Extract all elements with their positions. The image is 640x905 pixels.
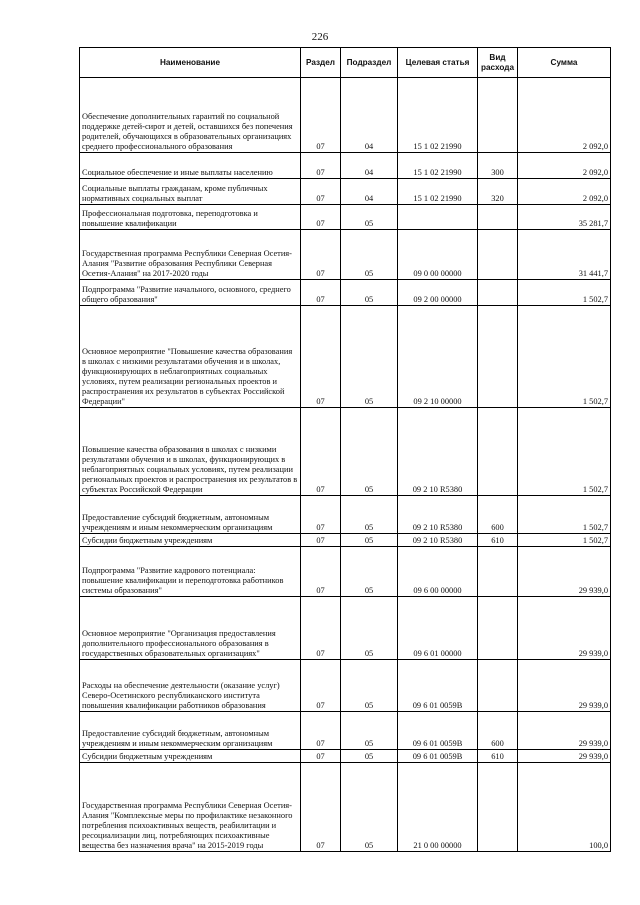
table-row: [80, 153, 611, 179]
row-target: 15 1 02 21990: [398, 78, 478, 153]
row-section: 07: [301, 408, 341, 496]
row-subsection: 05: [341, 306, 398, 408]
row-section: 07: [301, 534, 341, 547]
row-subsection: 05: [341, 660, 398, 712]
row-sum: 2 092,0: [518, 153, 611, 179]
row-sum: 31 441,7: [518, 230, 611, 280]
table-row: [80, 179, 611, 205]
row-section: 07: [301, 306, 341, 408]
row-sum: 29 939,0: [518, 660, 611, 712]
row-target: 09 0 00 00000: [398, 230, 478, 280]
row-section: 07: [301, 763, 341, 852]
row-type: 600: [478, 496, 518, 534]
row-target: 09 2 10 R5380: [398, 496, 478, 534]
row-target: 09 2 10 R5380: [398, 408, 478, 496]
row-type: [478, 763, 518, 852]
row-sum: 2 092,0: [518, 179, 611, 205]
row-section: 07: [301, 750, 341, 763]
row-type: [478, 230, 518, 280]
row-type: [478, 597, 518, 660]
row-section: 07: [301, 597, 341, 660]
row-section: 07: [301, 712, 341, 750]
row-subsection: 04: [341, 179, 398, 205]
row-section: 07: [301, 153, 341, 179]
row-sum: 2 092,0: [518, 78, 611, 153]
row-section: 07: [301, 78, 341, 153]
row-name: Профессиональная подготовка, переподготовка и повышение квалификации: [80, 205, 301, 230]
row-sum: 100,0: [518, 763, 611, 852]
table-row: [80, 534, 611, 547]
row-name: Расходы на обеспечение деятельности (оказание услуг) Северо-Осетинского республиканского института повышения квалификации работников образования: [80, 660, 301, 712]
header-name: Наименование: [80, 48, 301, 78]
row-target: 21 0 00 00000: [398, 763, 478, 852]
header-target: Целевая статья: [398, 48, 478, 78]
table-row: [80, 750, 611, 763]
row-section: 07: [301, 205, 341, 230]
row-name: Подпрограмма "Развитие кадрового потенциала: повышение квалификации и переподготовка работников системы образования": [80, 547, 301, 597]
row-target: 09 2 10 00000: [398, 306, 478, 408]
header-subsection: Подраздел: [341, 48, 398, 78]
row-subsection: 05: [341, 205, 398, 230]
header-expense-type: Вид расхода: [478, 48, 518, 78]
row-type: 610: [478, 534, 518, 547]
row-sum: 29 939,0: [518, 597, 611, 660]
table-row: [80, 597, 611, 660]
row-subsection: 04: [341, 78, 398, 153]
table-row: [80, 547, 611, 597]
row-type: 320: [478, 179, 518, 205]
row-name: Предоставление субсидий бюджетным, автономным учреждениям и иным некоммерческим организациям: [80, 496, 301, 534]
header-sum: Сумма: [518, 48, 611, 78]
row-section: 07: [301, 660, 341, 712]
row-subsection: 05: [341, 280, 398, 306]
row-subsection: 04: [341, 153, 398, 179]
row-target: 09 6 01 0059В: [398, 660, 478, 712]
row-target: 09 6 01 0059В: [398, 712, 478, 750]
row-name: Субсидии бюджетным учреждениям: [80, 534, 301, 547]
row-target: 09 6 01 00000: [398, 597, 478, 660]
row-subsection: 05: [341, 408, 398, 496]
row-type: 300: [478, 153, 518, 179]
table-row: [80, 496, 611, 534]
row-type: [478, 547, 518, 597]
table-body: [80, 78, 611, 852]
header-section: Раздел: [301, 48, 341, 78]
row-section: 07: [301, 547, 341, 597]
row-sum: 29 939,0: [518, 547, 611, 597]
table-row: [80, 306, 611, 408]
row-target: 09 6 00 00000: [398, 547, 478, 597]
row-section: 07: [301, 179, 341, 205]
row-name: Государственная программа Республики Северная Осетия-Алания "Развитие образования Республики Северная Осетия-Алания" на 2017-2020 годы: [80, 230, 301, 280]
row-sum: 1 502,7: [518, 280, 611, 306]
table-row: [80, 280, 611, 306]
row-target: 15 1 02 21990: [398, 153, 478, 179]
row-name: Основное мероприятие "Повышение качества образования в школах с низкими результатами обучения и в школах, функционирующих в неблагоприятных социальных условиях, путем реализации региональных проектов и распространения их результатов в субъектах Российской Федерации": [80, 306, 301, 408]
row-type: [478, 205, 518, 230]
row-subsection: 05: [341, 597, 398, 660]
row-sum: 1 502,7: [518, 408, 611, 496]
row-sum: 35 281,7: [518, 205, 611, 230]
table-header-row: [80, 48, 611, 78]
row-type: [478, 408, 518, 496]
row-sum: 29 939,0: [518, 750, 611, 763]
row-sum: 29 939,0: [518, 712, 611, 750]
row-subsection: 05: [341, 763, 398, 852]
row-name: Социальные выплаты гражданам, кроме публичных нормативных социальных выплат: [80, 179, 301, 205]
row-target: 15 1 02 21990: [398, 179, 478, 205]
row-type: [478, 306, 518, 408]
table-row: [80, 230, 611, 280]
row-type: [478, 660, 518, 712]
table-row: [80, 712, 611, 750]
row-name: Подпрограмма "Развитие начального, основного, среднего общего образования": [80, 280, 301, 306]
row-subsection: 05: [341, 547, 398, 597]
row-type: [478, 78, 518, 153]
row-name: Основное мероприятие "Организация предоставления дополнительного профессионального образования в государственных образовательных организациях": [80, 597, 301, 660]
row-target: 09 2 00 00000: [398, 280, 478, 306]
row-subsection: 05: [341, 230, 398, 280]
row-section: 07: [301, 230, 341, 280]
row-sum: 1 502,7: [518, 534, 611, 547]
page-number: 226: [311, 31, 329, 43]
row-subsection: 05: [341, 534, 398, 547]
row-sum: 1 502,7: [518, 496, 611, 534]
row-name: Предоставление субсидий бюджетным, автономным учреждениям и иным некоммерческим организациям: [80, 712, 301, 750]
row-type: [478, 280, 518, 306]
row-subsection: 05: [341, 712, 398, 750]
row-section: 07: [301, 280, 341, 306]
table-row: [80, 205, 611, 230]
budget-table: [79, 47, 611, 852]
row-target: 09 6 01 0059В: [398, 750, 478, 763]
row-target: 09 2 10 R5380: [398, 534, 478, 547]
row-type: 600: [478, 712, 518, 750]
table-row: [80, 78, 611, 153]
row-name: Повышение качества образования в школах с низкими результатами обучения и в школах, функционирующих в неблагоприятных социальных условиях, путем реализации региональных проектов и распространения их результатов в субъектах Российской Федерации: [80, 408, 301, 496]
row-subsection: 05: [341, 750, 398, 763]
table-row: [80, 763, 611, 852]
row-target: [398, 205, 478, 230]
table-row: [80, 660, 611, 712]
row-name: Государственная программа Республики Северная Осетия-Алания "Комплексные меры по профилактике незаконного потребления психоактивных веществ, реабилитации и ресоциализации лиц, потребляющих психоактивные вещества без назначения врача" на 2015-2019 годы: [80, 763, 301, 852]
row-sum: 1 502,7: [518, 306, 611, 408]
row-subsection: 05: [341, 496, 398, 534]
row-section: 07: [301, 496, 341, 534]
table-row: [80, 408, 611, 496]
row-name: Обеспечение дополнительных гарантий по социальной поддержке детей-сирот и детей, оставшихся без попечения родителей, обучающихся в образовательных организациях среднего профессионального образования: [80, 78, 301, 153]
row-name: Социальное обеспечение и иные выплаты населению: [80, 153, 301, 179]
row-type: 610: [478, 750, 518, 763]
row-name: Субсидии бюджетным учреждениям: [80, 750, 301, 763]
